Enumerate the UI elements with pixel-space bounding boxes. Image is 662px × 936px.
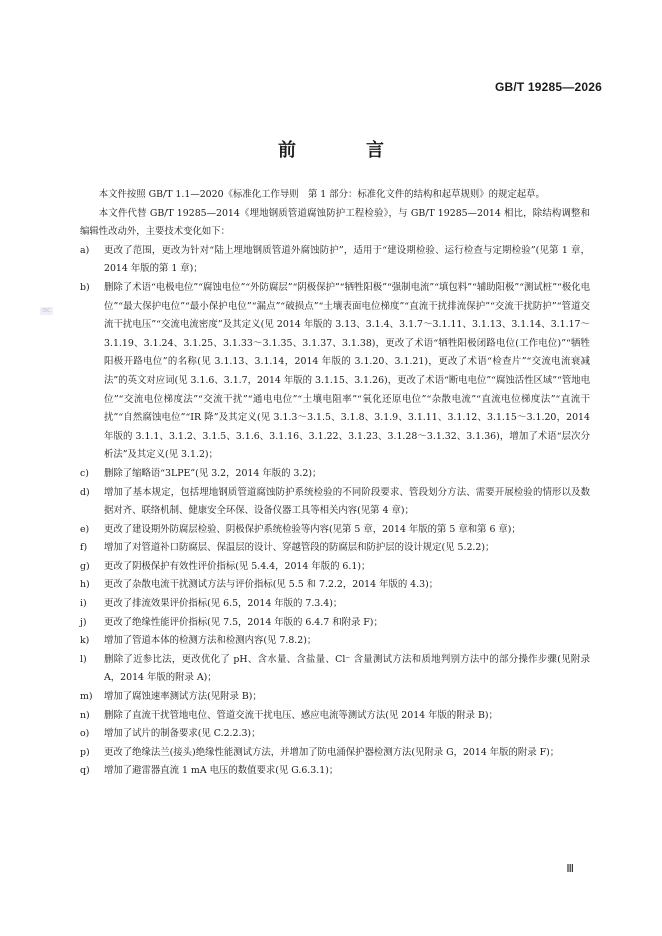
item-text: 更改了绝缘性能评价指标(见 7.5，2014 年版的 6.4.7 和附录 F)； <box>104 616 383 628</box>
item-text: 删除了直流干扰管地电位、管道交流干扰电压、感应电流等测试方法(见 2014 年版的附录 B)； <box>104 709 498 721</box>
item-marker: e) <box>80 523 90 535</box>
intro-paragraph: 本文件代替 GB/T 19285—2014《埋地钢质管道腐蚀防护工程检验》，与 GB/T 19285—2014 相比，除结构调整和编辑性改动外，主要技术变化如下： <box>80 207 590 238</box>
change-item <box>80 484 590 521</box>
change-item <box>80 762 590 781</box>
item-text: 更改了排流效果评价指标(见 6.5，2014 年版的 7.3.4)； <box>104 598 343 610</box>
item-text: 更改了杂散电流干扰测试方法与评价指标(见 5.5 和 7.2.2，2014 年版的 4.3)； <box>104 579 439 591</box>
item-marker: q) <box>80 765 90 777</box>
change-item <box>80 279 590 465</box>
item-text: 更改了绝缘法兰(接头)绝缘性能测试方法，并增加了防电涌保护器检测方法(见附录 G，2014 年版的附录 F)； <box>104 746 560 758</box>
change-item <box>80 539 590 558</box>
change-item <box>80 242 590 279</box>
item-marker: g) <box>80 560 90 572</box>
intro-paragraph: 本文件按照 GB/T 1.1—2020《标准化工作导则 第 1 部分：标准化文件的结构和起草规则》的规定起草。 <box>98 189 545 200</box>
item-marker: a) <box>80 244 90 256</box>
margin-watermark: ISC <box>40 307 53 315</box>
change-item <box>80 595 590 614</box>
item-marker: i) <box>80 598 87 610</box>
change-item <box>80 558 590 577</box>
item-marker: h) <box>80 579 90 591</box>
item-marker: c) <box>80 467 89 479</box>
item-text: 删除了术语“电极电位”“腐蚀电位”“外防腐层”“阴极保护”“牺牲阳极”“强制电流”“填包料”“辅助阳极”“测试桩”“极化电位”“最大保护电位”“最小保护电位”“漏点”“破损点”“土壤表面电位梯度”“直流干扰排流保护”“交流干扰防护”“管道交流干扰电压”“交流电流密度”及其定义(见 2014 年版的 3.13、3.1.4、3.1.7～3.1.11、3.1.13、3.1.14、3.1.17～3.1.19、3.1.24、3.1.25、3.1.33～3.1.35、3.1.37、3.1.38)，更改了术语“牺牲阳极闭路电位(工作电位)”“牺牲阳极开路电位”的名称(见 3.1.13、3.1.14，2014 年版的 3.1.20、3.1.21)，更改了术语“检查片”“交流电流衰减法”的英文对应词(见 3.1.6、3.1.7，2014 年版的 3.1.15、3.1.26)，更改了术语“断电电位”“腐蚀活性区域”“管地电位”“交流电位梯度法”“交流干扰”“通电电位”“土壤电阻率”“氧化还原电位”“杂散电流”“直流电位梯度法”“直流干扰”“自然腐蚀电位”“IR 降”及其定义(见 3.1.3～3.1.5、3.1.8、3.1.9、3.1.11、3.1.12、3.1.15～3.1.20，2014 年版的 3.1.1、3.1.2、3.1.5、3.1.6、3.1.16、3.1.22、3.1.23、3.1.28～3.1.32、3.1.36)，增加了术语“层次分析法”及其定义(见 3.1.2)； <box>104 281 590 461</box>
change-item <box>80 521 590 540</box>
item-text: 增加了基本规定，包括埋地钢质管道腐蚀防护系统检验的不同阶段要求、管段划分方法、需要开展检验的情形以及数据对齐、联络机制、健康安全环保、设备仪器工具等相关内容(见第 4 章)； <box>104 486 590 517</box>
change-item <box>80 707 590 726</box>
item-marker: p) <box>80 746 90 758</box>
item-text: 增加了管道本体的检测方法和检测内容(见 7.8.2)； <box>104 635 317 647</box>
item-marker: k) <box>80 635 90 647</box>
change-item <box>80 576 590 595</box>
change-item <box>80 688 590 707</box>
page-number: Ⅲ <box>566 863 574 875</box>
item-text: 增加了试片的制备要求(见 C.2.2.3)； <box>104 728 261 740</box>
item-marker: l) <box>80 653 87 665</box>
page-title: 前 言 <box>278 140 410 161</box>
item-marker: b) <box>80 281 90 293</box>
change-item <box>80 465 590 484</box>
standard-code: GB/T 19285—2026 <box>494 80 602 94</box>
item-text: 删除了近参比法，更改优化了 pH、含水量、含盐量、Cl⁻ 含量测试方法和质地判别方法中的部分操作步骤(见附录 A，2014 年版的附录 A)； <box>104 653 590 684</box>
item-text: 增加了对管道补口防腐层、保温层的设计、穿越管段的防腐层和防护层的设计规定(见 5.2.2)； <box>104 542 495 554</box>
item-marker: m) <box>80 691 93 703</box>
item-marker: d) <box>80 486 90 498</box>
item-marker: n) <box>80 709 90 721</box>
change-item <box>80 725 590 744</box>
item-marker: f) <box>80 542 88 554</box>
item-text: 增加了腐蚀速率测试方法(见附录 B)； <box>104 691 262 703</box>
item-marker: o) <box>80 728 90 740</box>
item-text: 更改了阴极保护有效性评价指标(见 5.4.4，2014 年版的 6.1)； <box>104 560 371 572</box>
change-item <box>80 614 590 633</box>
item-marker: j) <box>80 616 87 628</box>
item-text: 增加了避雷器直流 1 mA 电压的数值要求(见 G.6.3.1)； <box>104 765 339 777</box>
item-text: 更改了建设期外防腐层检验、阴极保护系统检验等内容(见第 5 章，2014 年版的第 5 章和第 6 章)； <box>104 523 521 535</box>
item-text: 更改了范围，更改为针对“陆上埋地钢质管道外腐蚀防护”，适用于“建设期检验、运行检查与定期检验”(见第 1 章，2014 年版的第 1 章)； <box>104 244 590 275</box>
change-item <box>80 651 590 688</box>
change-item <box>80 632 590 651</box>
change-item <box>80 744 590 763</box>
foreword-body <box>80 186 590 781</box>
item-text: 删除了缩略语“3LPE”(见 3.2，2014 年版的 3.2)； <box>104 467 322 479</box>
